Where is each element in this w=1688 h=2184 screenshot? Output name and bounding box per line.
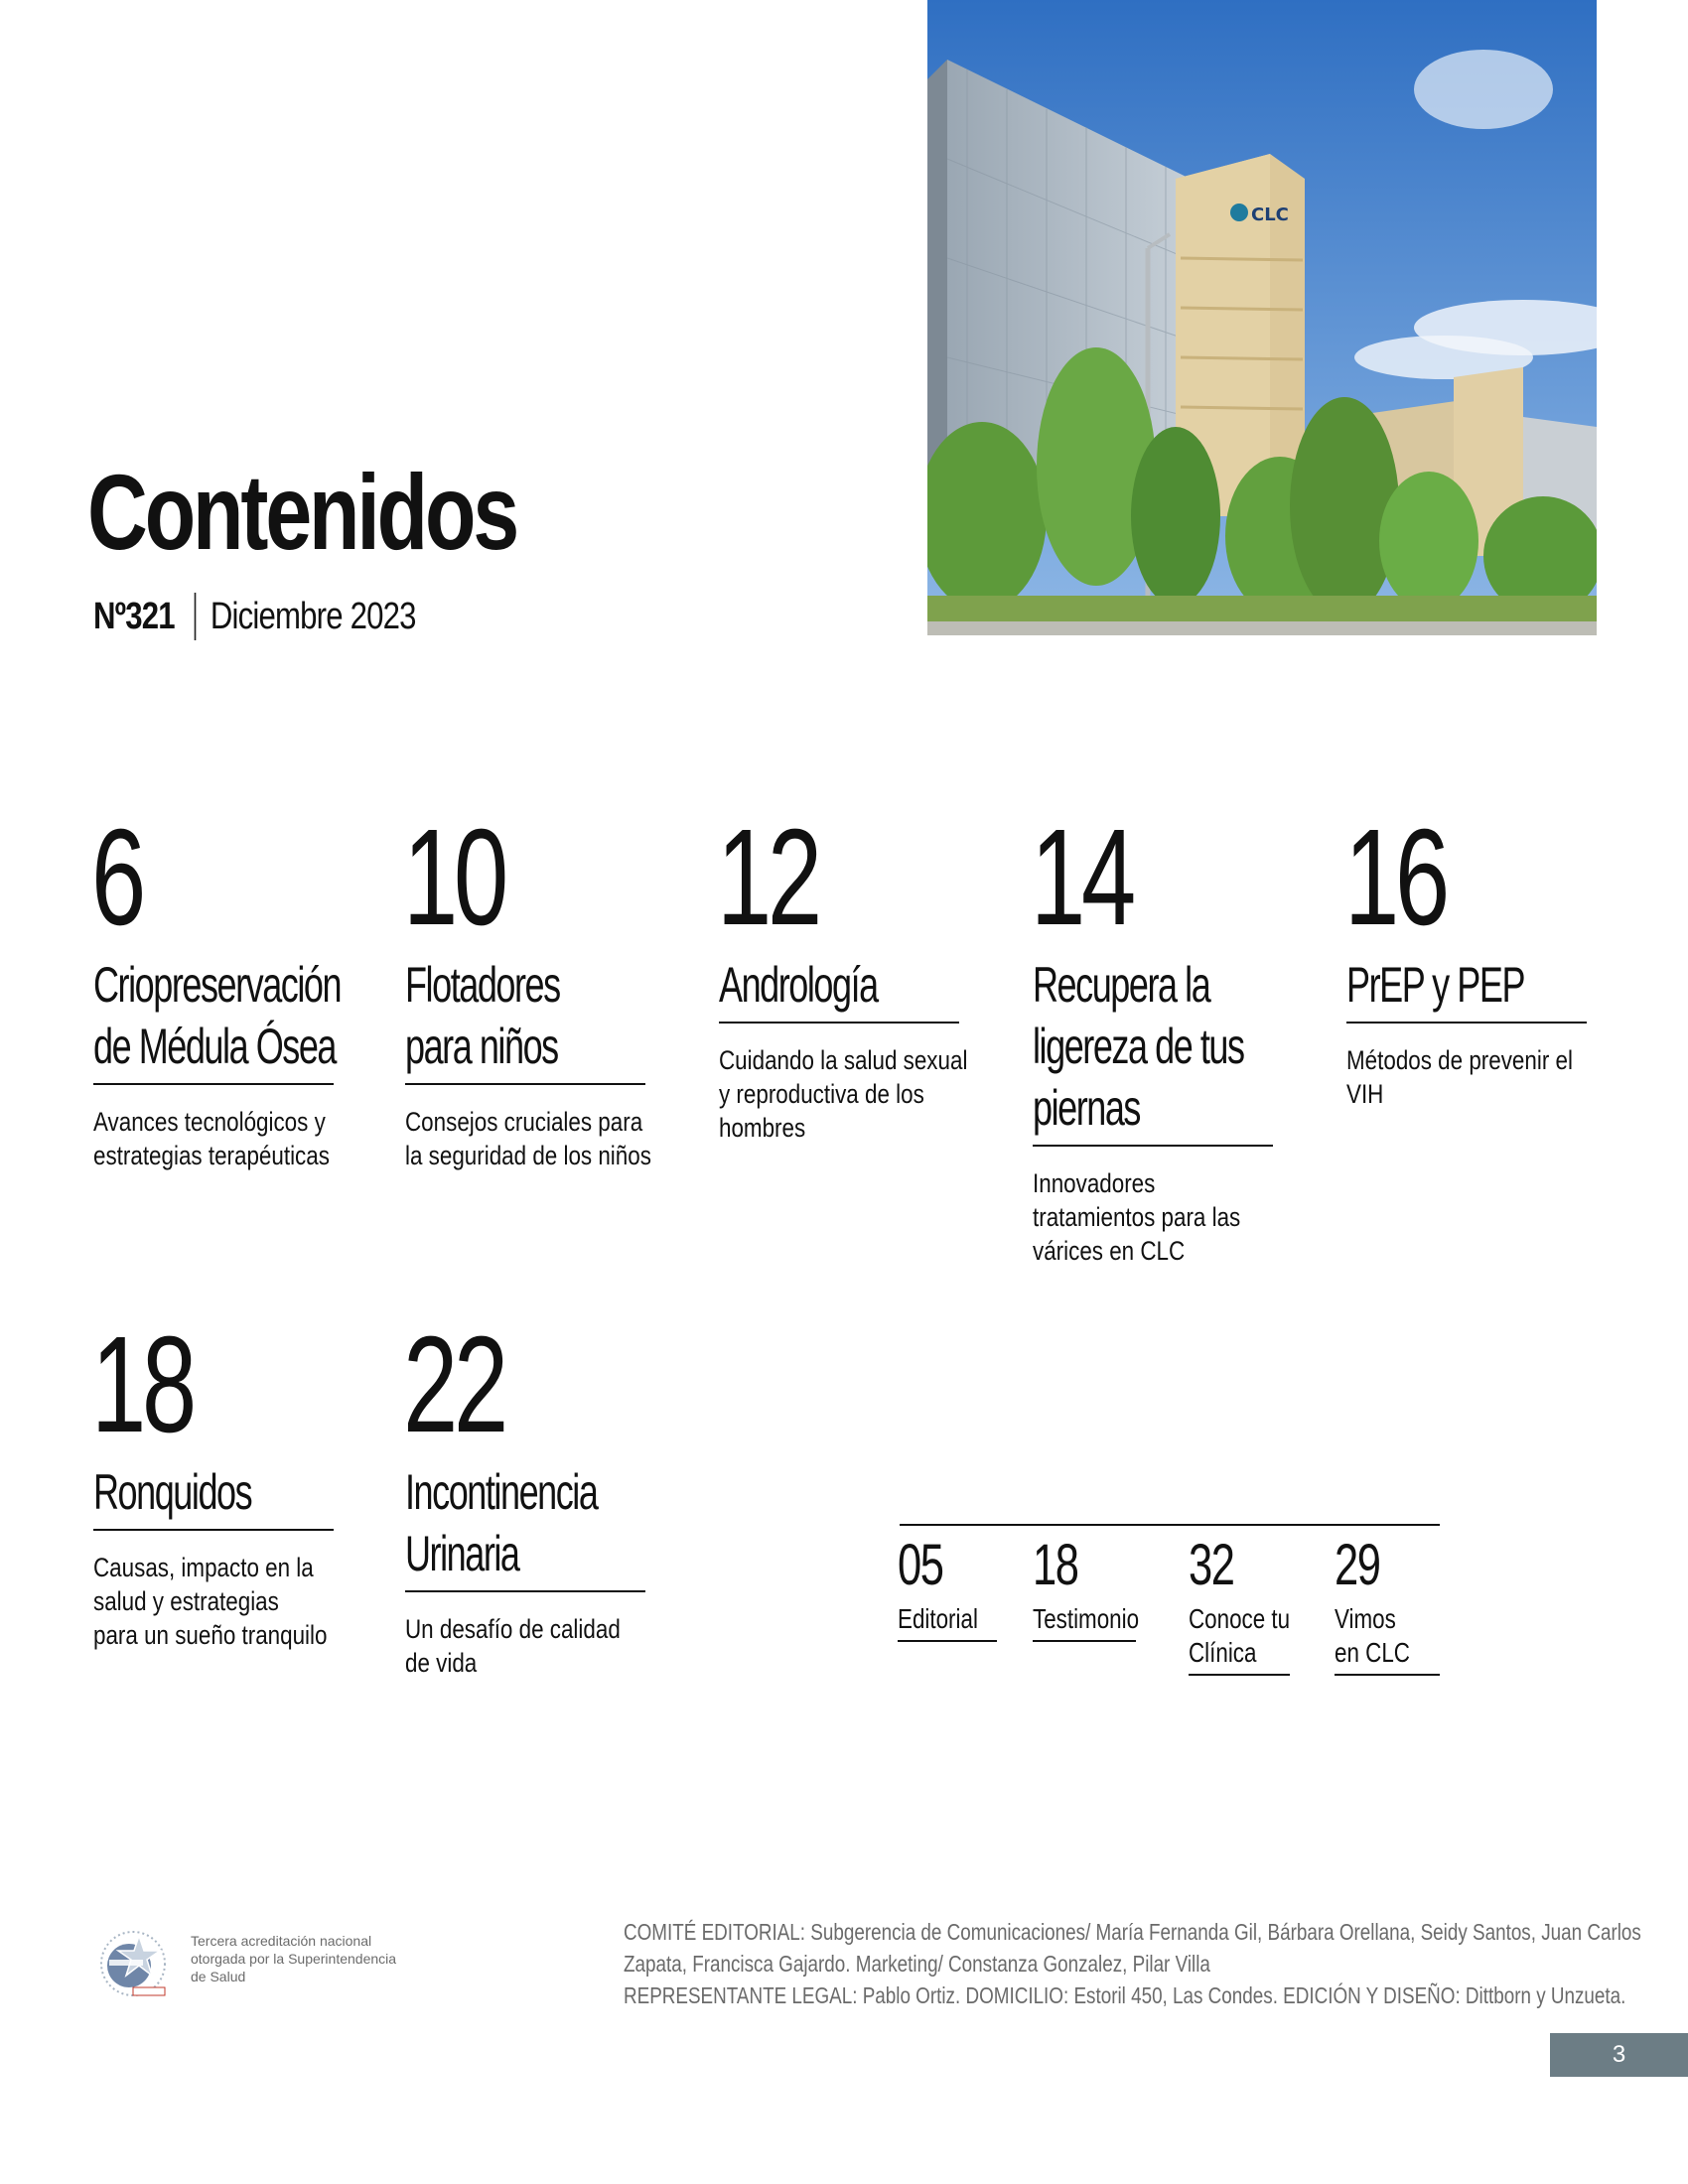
article-card[interactable] [403,1308,653,1680]
section-divider [1033,1640,1136,1642]
credits-line: Zapata, Francisca Gajardo. Marketing/ Constanza Gonzalez, Pilar Villa [624,1951,1210,1977]
article-page-number: 22 [403,1308,504,1461]
sections-top-rule [900,1524,1440,1526]
article-divider [93,1529,334,1531]
section-item[interactable] [1189,1533,1347,1676]
section-divider [1335,1674,1440,1676]
editorial-credits [624,1916,1641,2011]
article-title[interactable]: Recupera la ligereza de tus piernas [1033,957,1244,1136]
article-subtitle: Innovadores tratamientos para las várices en CLC [1033,1168,1241,1266]
article-subtitle: Métodos de prevenir el VIH [1346,1045,1573,1109]
issue-info [93,592,416,641]
article-card[interactable] [403,801,653,1172]
article-page-number: 18 [91,1308,193,1461]
credits-line: COMITÉ EDITORIAL: Subgerencia de Comunicaciones/ María Fernanda Gil, Bárbara Orellana, Seidy Santos, Juan Carlos [624,1919,1641,1945]
article-divider [93,1083,334,1085]
issue-divider [194,593,196,640]
article-divider [405,1083,645,1085]
article-page-number: 14 [1031,801,1132,954]
article-title[interactable]: Andrología [719,957,878,1013]
section-item[interactable] [1033,1533,1192,1642]
section-label[interactable]: Conoce tu Clínica [1189,1603,1291,1668]
article-card[interactable] [1344,801,1595,1111]
article-subtitle: Causas, impacto en la salud y estrategias para un sueño tranquilo [93,1553,328,1650]
section-label[interactable]: Vimos en CLC [1335,1603,1410,1668]
section-label[interactable]: Testimonio [1033,1603,1140,1634]
article-title[interactable]: Ronquidos [93,1464,252,1520]
section-divider [898,1640,997,1642]
article-title[interactable]: Flotadores para niños [405,957,560,1074]
section-page-number: 05 [898,1533,943,1597]
article-divider [405,1590,645,1592]
article-divider [1033,1145,1273,1147]
article-title[interactable]: PrEP y PEP [1346,957,1525,1013]
section-page-number: 18 [1033,1533,1078,1597]
article-divider [1346,1022,1587,1024]
article-subtitle: Cuidando la salud sexual y reproductiva de los hombres [719,1045,968,1143]
issue-number: Nº321 [93,595,175,637]
article-divider [719,1022,959,1024]
clinic-building-illustration [927,0,1597,635]
article-page-number: 12 [717,801,818,954]
article-title[interactable]: Incontinencia Urinaria [405,1464,598,1581]
article-title[interactable]: Criopreservación de Médula Ósea [93,957,342,1074]
section-label[interactable]: Editorial [898,1603,978,1634]
section-page-number: 29 [1335,1533,1380,1597]
article-card[interactable] [717,801,968,1145]
svg-text:CLC: CLC [1251,205,1289,225]
article-card[interactable] [91,801,342,1172]
article-subtitle: Consejos cruciales para la seguridad de los niños [405,1107,651,1170]
article-page-number: 10 [403,801,504,954]
article-subtitle: Un desafío de calidad de vida [405,1614,621,1678]
hero-photo [927,0,1597,635]
article-card[interactable] [91,1308,342,1652]
accreditation-text: Tercera acreditación nacional otorgada por la Superintendencia de Salud [191,1933,397,1984]
accreditation-seal-icon [95,1926,171,2001]
section-item[interactable] [1335,1533,1493,1676]
article-page-number: 16 [1344,801,1446,954]
page-title: Contenidos [87,452,517,572]
article-card[interactable] [1031,801,1281,1268]
section-page-number: 32 [1189,1533,1234,1597]
article-page-number: 6 [91,801,142,954]
issue-date: Diciembre 2023 [210,595,416,637]
page-number-badge: 3 [1550,2033,1688,2077]
credits-line: REPRESENTANTE LEGAL: Pablo Ortiz. DOMICILIO: Estoril 450, Las Condes. EDICIÓN Y DISEÑO: Dittborn y Unzueta. [624,1982,1626,2008]
article-subtitle: Avances tecnológicos y estrategias terapéuticas [93,1107,330,1170]
section-divider [1189,1674,1290,1676]
